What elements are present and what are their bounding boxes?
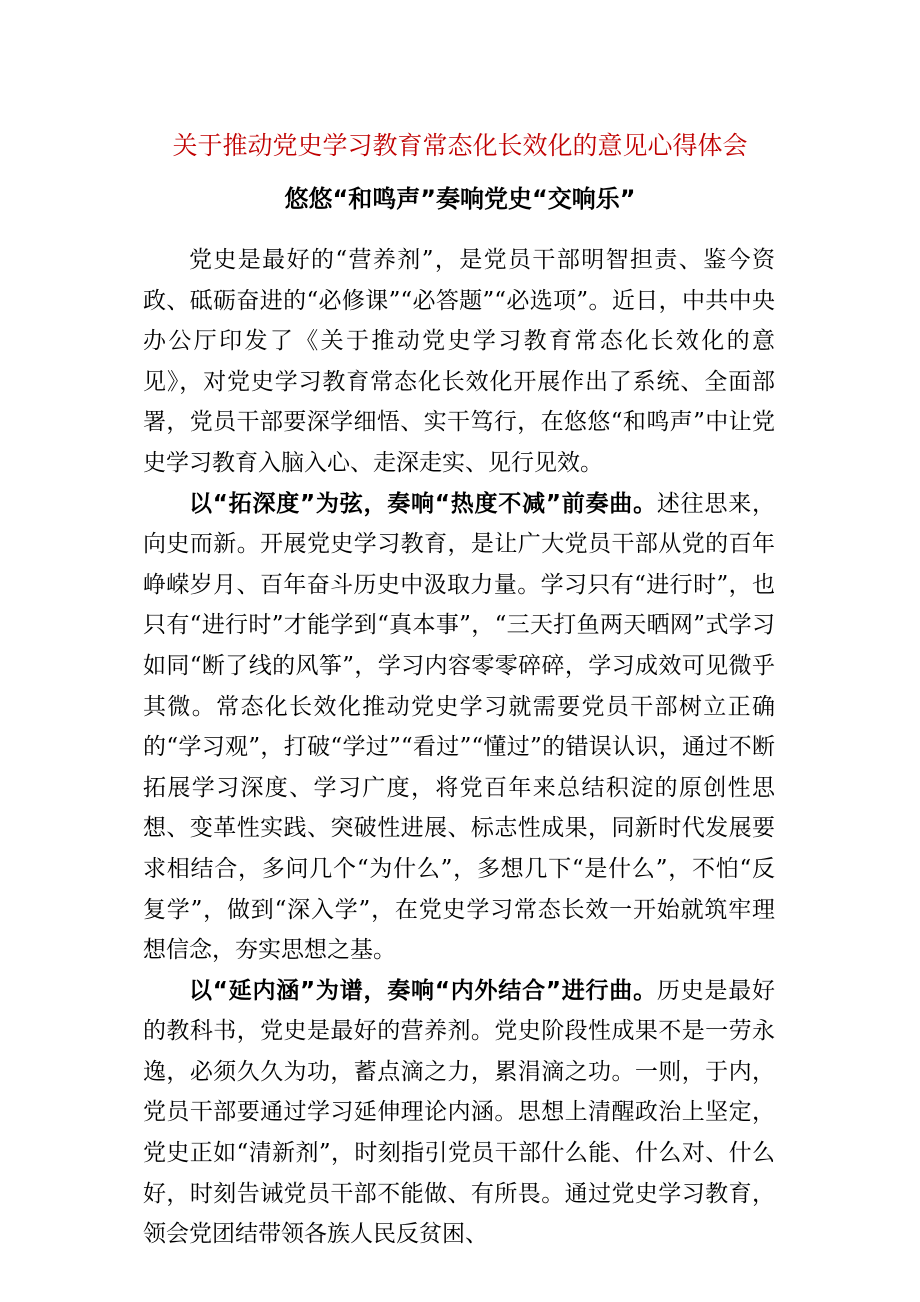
paragraph-lead: 以“延内涵”为谱，奏响“内外结合”进行曲。 [189,977,657,1004]
document-title: 关于推动党史学习教育常态化长效化的意见心得体会 [172,131,748,160]
paragraph-text: 党史是最好的“营养剂”，是党员干部明智担责、鉴今资政、砥砺奋进的“必修课”“必答题”“必选项”。近日，中共中央办公厅印发了《关于推动党史学习教育常态化长效化的意见》，对党史学习教育常态化长效化开展作出了系统、全面部署，党员干部要深学细悟、实干笃行，在悠悠“和鸣声”中让党史学习教育入脑入心、走深走实、见行见效。 [143,247,775,476]
paragraph-3 [143,971,775,1255]
paragraph-text: 历史是最好的教科书，党史是最好的营养剂。党史阶段性成果不是一劳永逸，必须久久为功，蓄点滴之力，累涓滴之功。一则，于内，党员干部要通过学习延伸理论内涵。思想上清醒政治上坚定，党史正如“清新剂”，时刻指引党员干部什么能、什么对、什么好，时刻告诫党员干部不能做、有所畏。通过党史学习教育，领会党团结带领各族人民反贫困、 [143,977,775,1248]
paragraph-text: 述往思来，向史而新。开展党史学习教育，是让广大党员干部从党的百年峥嵘岁月、百年奋斗历史中汲取力量。学习只有“进行时”，也只有“进行时”才能学到“真本事”，“三天打鱼两天晒网”式学习如同“断了线的风筝”，学习内容零零碎碎，学习成效可见微乎其微。常态化长效化推动党史学习就需要党员干部树立正确的“学习观”，打破“学过”“看过”“懂过”的错误认识，通过不断拓展学习深度、学习广度，将党百年来总结积淀的原创性思想、变革性实践、突破性进展、标志性成果，同新时代发展要求相结合，多问几个“为什么”，多想几下“是什么”，不怕“反复学”，做到“深入学”，在党史学习常态长效一开始就筑牢理想信念，夯实思想之基。 [143,490,775,964]
paragraph-2 [143,484,775,971]
document-subtitle: 悠悠“和鸣声”奏响党史“交响乐” [284,185,636,213]
document-body [143,240,775,1255]
paragraph-1 [143,240,775,484]
paragraph-lead: 以“拓深度”为弦，奏响“热度不减”前奏曲。 [189,490,657,517]
